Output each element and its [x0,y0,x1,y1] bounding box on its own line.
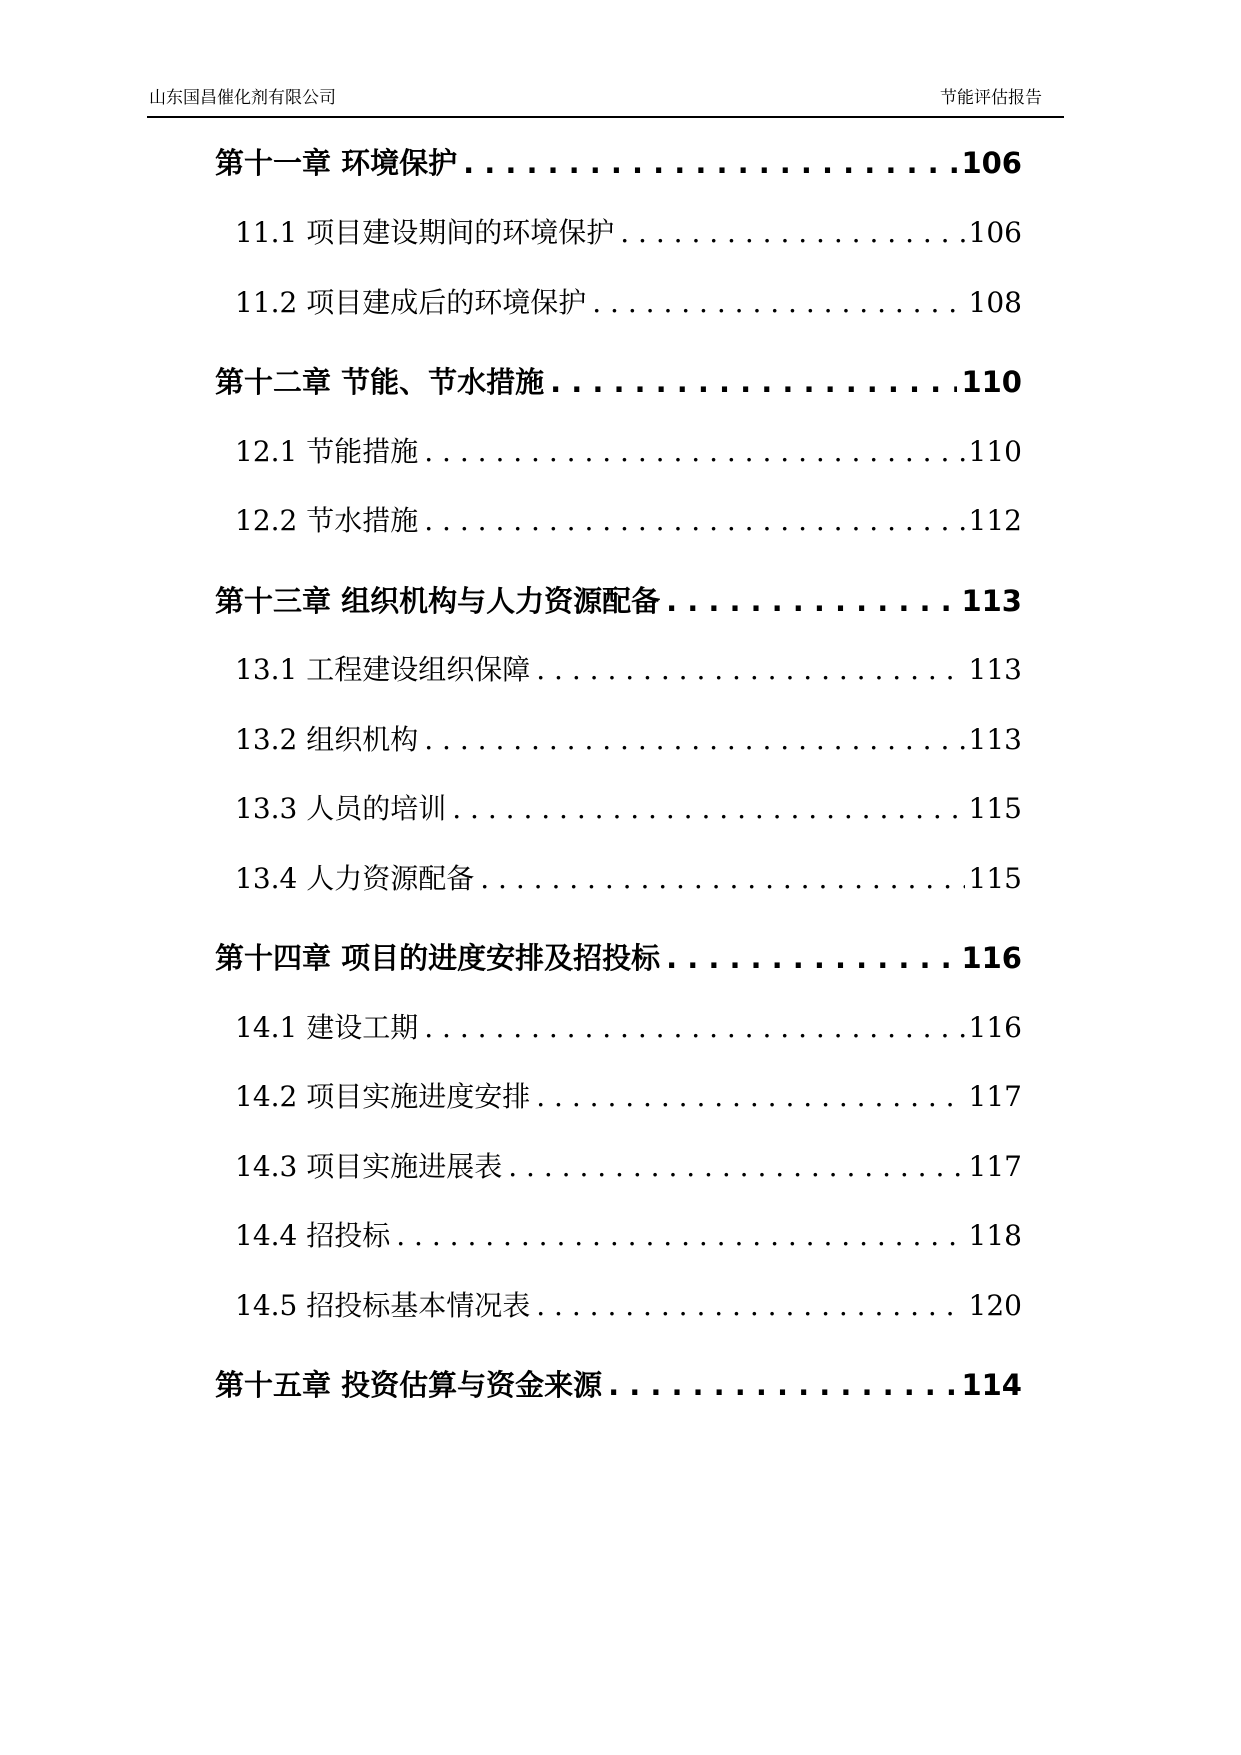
toc-dot-leader [424,1011,964,1044]
toc-page-number: 106 [961,146,1022,180]
toc-entry-chapter-14[interactable] [215,936,1022,977]
toc-page-number: 113 [961,584,1022,618]
toc-dot-leader [666,584,957,618]
toc-entry-section-14-4[interactable] [235,1214,1022,1254]
toc-entry-section-13-3[interactable] [235,787,1022,827]
toc-dot-leader [480,862,964,895]
toc-entry-section-14-1[interactable] [235,1006,1022,1046]
toc-entry-chapter-13[interactable] [215,579,1022,620]
toc-page-number: 110 [961,365,1022,399]
toc-dot-leader [536,653,964,686]
toc-dot-leader [508,1150,964,1183]
toc-page-number: 108 [968,286,1022,319]
toc-entry-section-13-4[interactable] [235,857,1022,897]
header-report-title: 节能评估报告 [940,88,1042,108]
toc-entry-title: 14.2 项目实施进度安排 [235,1080,531,1113]
toc-entry-title: 第十二章 节能、节水措施 [215,365,545,399]
toc-entry-title: 12.2 节水措施 [235,504,419,537]
toc-entry-section-13-2[interactable] [235,718,1022,758]
toc-dot-leader [424,504,964,537]
toc-entry-title: 13.1 工程建设组织保障 [235,653,531,686]
toc-entry-title: 14.1 建设工期 [235,1011,419,1044]
toc-page-number: 120 [968,1289,1022,1322]
toc-entry-title: 14.3 项目实施进展表 [235,1150,503,1183]
toc-entry-chapter-12[interactable] [215,360,1022,401]
header-company-name: 山东国昌催化剂有限公司 [149,88,336,108]
toc-page-number: 115 [968,862,1022,895]
toc-entry-title: 13.2 组织机构 [235,723,419,756]
toc-dot-leader [550,365,957,399]
toc-entry-title: 第十一章 环境保护 [215,146,458,180]
toc-entry-title: 13.3 人员的培训 [235,792,447,825]
toc-dot-leader [536,1080,964,1113]
toc-dot-leader [463,146,957,180]
toc-page-number: 117 [968,1150,1022,1183]
toc-entry-section-14-3[interactable] [235,1145,1022,1185]
toc-entry-section-11-2[interactable] [235,281,1022,321]
toc-page-number: 117 [968,1080,1022,1113]
toc-entry-title: 第十四章 项目的进度安排及招投标 [215,941,661,975]
toc-page-number: 114 [961,1368,1022,1402]
toc-entry-title: 11.1 项目建设期间的环境保护 [235,216,615,249]
toc-dot-leader [424,723,964,756]
toc-entry-section-14-2[interactable] [235,1075,1022,1115]
toc-dot-leader [608,1368,957,1402]
toc-page-number: 110 [968,435,1022,468]
toc-page-number: 115 [968,792,1022,825]
toc-entry-title: 第十三章 组织机构与人力资源配备 [215,584,661,618]
toc-page-number: 118 [968,1219,1022,1252]
toc-dot-leader [424,435,964,468]
toc-page-number: 116 [968,1011,1022,1044]
toc-page-number: 113 [968,723,1022,756]
toc-page-number: 112 [968,504,1022,537]
toc-entry-title: 14.5 招投标基本情况表 [235,1289,531,1322]
toc-page-number: 116 [961,941,1022,975]
toc-entry-section-11-1[interactable] [235,211,1022,251]
toc-entry-title: 13.4 人力资源配备 [235,862,475,895]
toc-dot-leader [592,286,964,319]
toc-entry-chapter-11[interactable] [215,141,1022,182]
toc-page-number: 113 [968,653,1022,686]
toc-dot-leader [536,1289,964,1322]
toc-dot-leader [620,216,964,249]
toc-entry-title: 14.4 招投标 [235,1219,391,1252]
toc-page-number: 106 [968,216,1022,249]
toc-entry-title: 12.1 节能措施 [235,435,419,468]
toc-entry-section-12-2[interactable] [235,499,1022,539]
toc-entry-title: 11.2 项目建成后的环境保护 [235,286,587,319]
toc-entry-section-13-1[interactable] [235,648,1022,688]
toc-dot-leader [666,941,957,975]
toc-entry-section-12-1[interactable] [235,430,1022,470]
toc-dot-leader [452,792,964,825]
toc-entry-chapter-15[interactable] [215,1363,1022,1404]
toc-entry-title: 第十五章 投资估算与资金来源 [215,1368,603,1402]
toc-entry-section-14-5[interactable] [235,1284,1022,1324]
toc-dot-leader [396,1219,964,1252]
